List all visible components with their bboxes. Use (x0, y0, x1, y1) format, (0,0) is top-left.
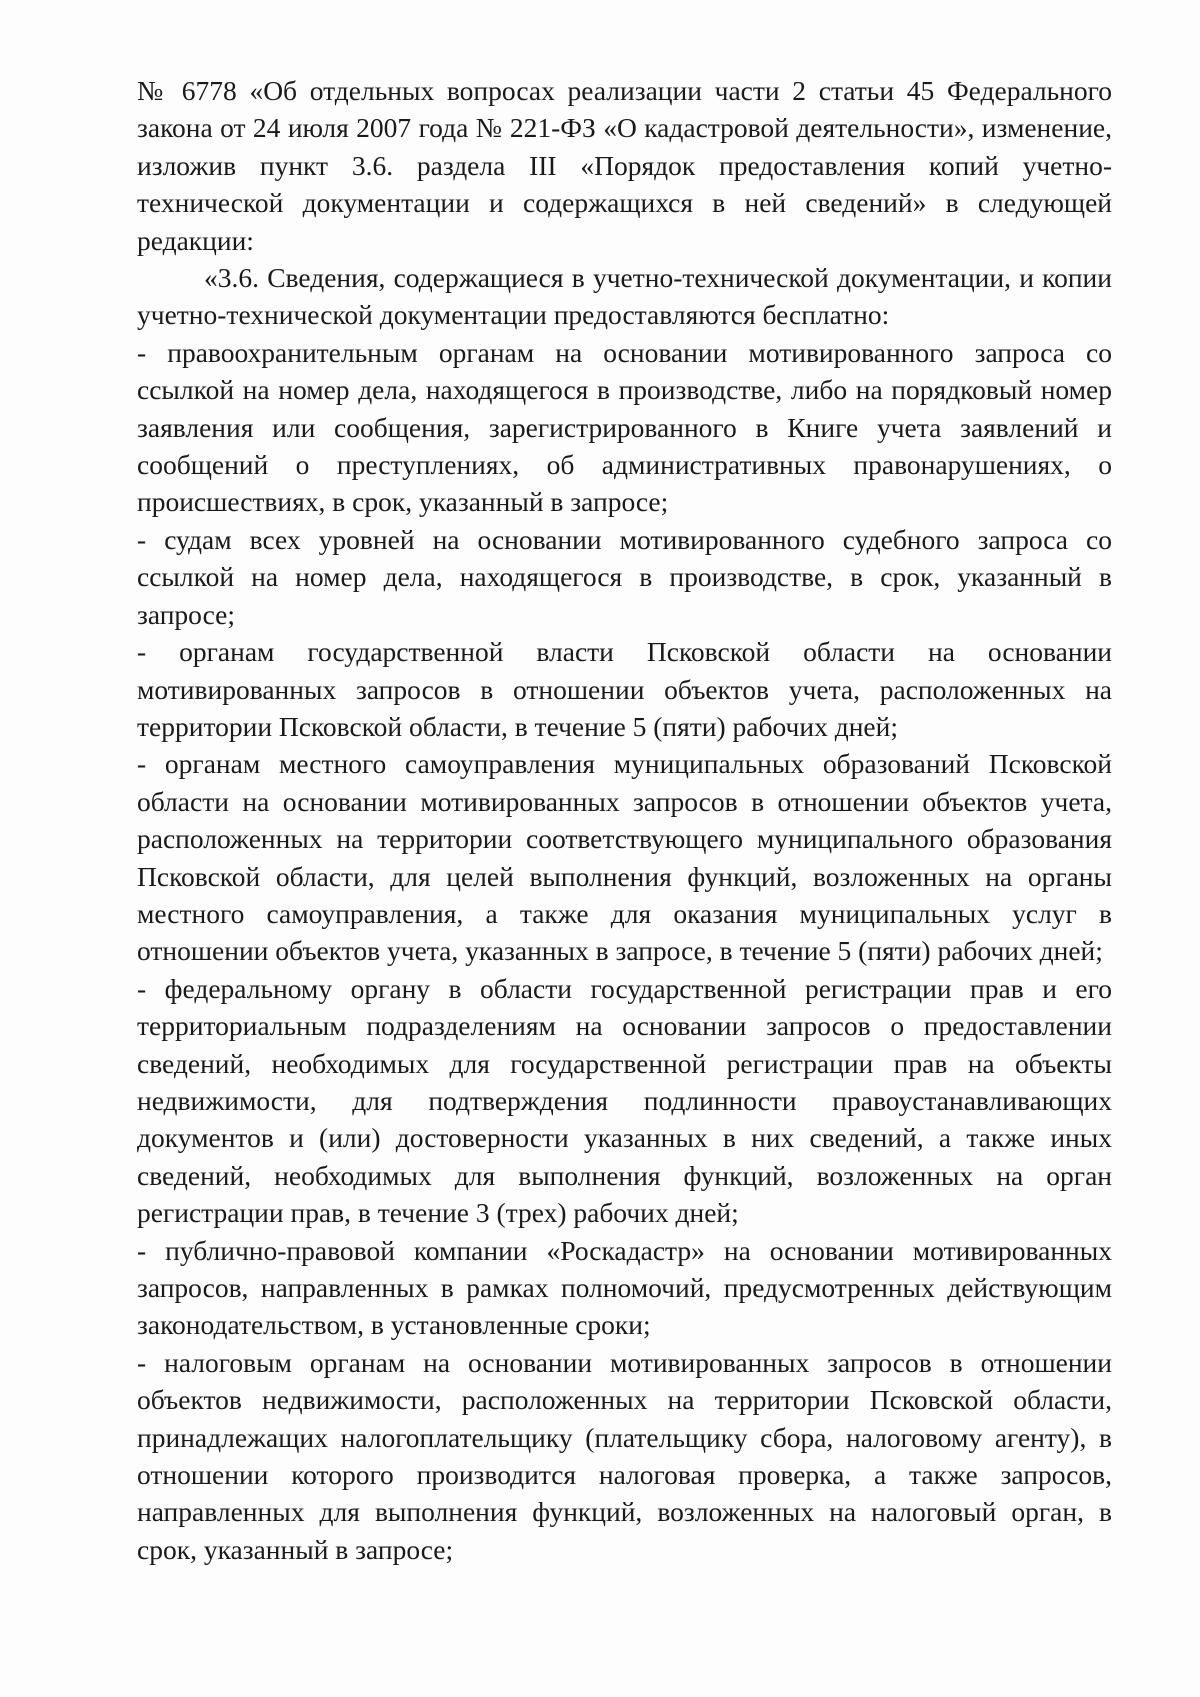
list-item-tax-authorities: - налоговым органам на основании мотивированных запросов в отношении объектов недвижимости, расположенных на территории Псковской области, принадлежащих налогоплательщику (плательщику сбора, налоговому агенту), в отношении которого производится налоговая проверка, а также запросов, направленных для выполнения функций, возложенных на налоговый орган, в срок, указанный в запросе; (137, 1346, 1112, 1565)
paragraph-intro: № 6778 «Об отдельных вопросах реализации части 2 статьи 45 Федерального закона от 24 июля 2007 года № 221-ФЗ «О кадастровой деятельности», изменение, изложив пункт 3.6. раздела III «Порядок предоставления копий учетно-технической документации и содержащихся в ней сведений» в следующей редакции: (137, 75, 1112, 256)
list-item-roskadastr: - публично-правовой компании «Роскадастр» на основании мотивированных запросов, направленных в рамках полномочий, предусмотренных действующим законодательством, в установленные сроки; (137, 1234, 1112, 1341)
paragraph-clause-3-6: «3.6. Сведения, содержащиеся в учетно-технической документации, и копии учетно-технической документации предоставляются бесплатно: (137, 262, 1112, 331)
list-item-courts: - судам всех уровней на основании мотивированного судебного запроса со ссылкой на номер дела, находящегося в производстве, в срок, указанный в запросе; (137, 523, 1112, 630)
list-item-regional-authorities: - органам государственной власти Псковской области на основании мотивированных запросов в отношении объектов учета, расположенных на территории Псковской области, в течение 5 (пяти) рабочих дней; (137, 636, 1112, 742)
list-item-federal-registration-body: - федеральному органу в области государственной регистрации прав и его территориальным подразделениям на основании запросов о предоставлении сведений, необходимых для государственной регистрации прав на объекты недвижимости, для подтверждения подлинности правоустанавливающих документов и (или) достоверности указанных в них сведений, а также иных сведений, необходимых для выполнения функций, возложенных на орган регистрации прав, в течение 3 (трех) рабочих дней; (137, 972, 1112, 1229)
list-item-law-enforcement: - правоохранительным органам на основании мотивированного запроса со ссылкой на номер дела, находящегося в производстве, либо на порядковый номер заявления или сообщения, зарегистрированного в Книге учета заявлений и сообщений о преступлениях, об административных правонарушениях, о происшествиях, в срок, указанный в запросе; (137, 336, 1112, 518)
list-item-local-self-government: - органам местного самоуправления муниципальных образований Псковской области на основании мотивированных запросов в отношении объектов учета, расположенных на территории соответствующего муниципального образования Псковской области, для целей выполнения функций, возложенных на органы местного самоуправления, а также для оказания муниципальных услуг в отношении объектов учета, указанных в запросе, в течение 5 (пяти) рабочих дней; (137, 748, 1112, 967)
